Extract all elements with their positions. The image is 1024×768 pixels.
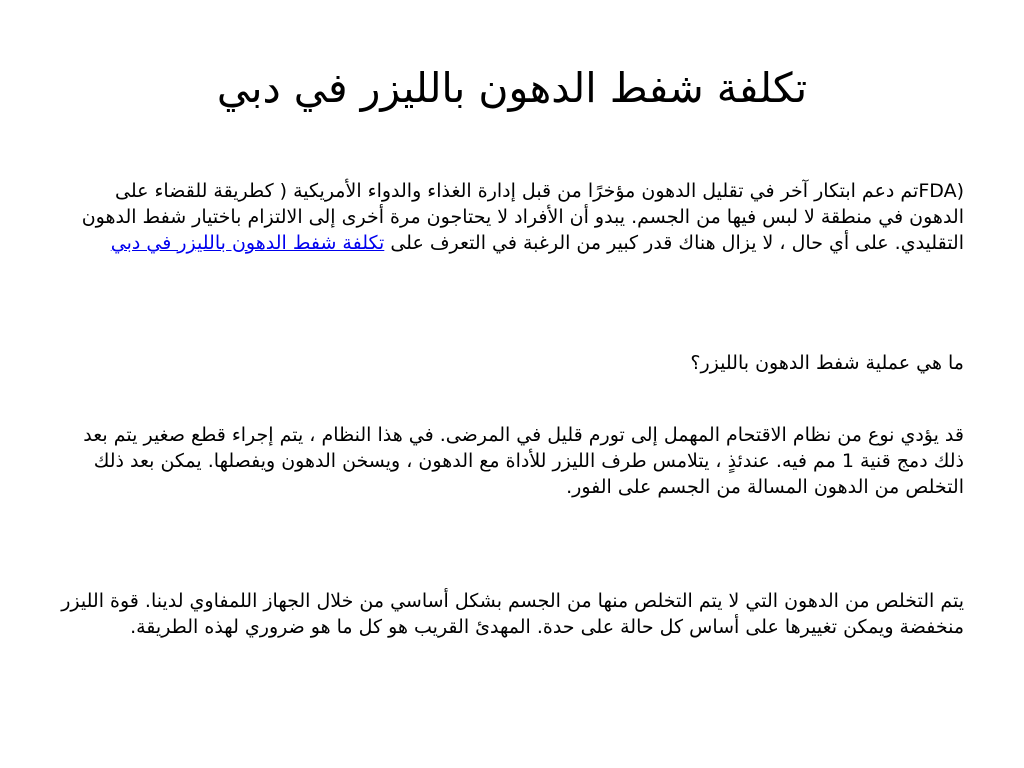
cost-link[interactable]: تكلفة شفط الدهون بالليزر في دبي <box>110 232 385 254</box>
paragraph-intro-text: (FDAتم دعم ابتكار آخر في تقليل الدهون مؤخرًا من قبل إدارة الغذاء والدواء الأمريكية ( كطريقة للقضاء على الدهون في منطقة لا لبس فيها من الجسم. يبدو أن الأفراد لا يحتاجون مرة أخرى إلى الالتزام باختيار شفط الدهون التقليدي. على أي حال ، لا يزال هناك قدر كبير من الرغبة في التعرف على <box>81 180 964 254</box>
slide-title: تكلفة شفط الدهون بالليزر في دبي <box>216 64 808 112</box>
paragraph-question: ما هي عملية شفط الدهون بالليزر؟ <box>690 352 964 374</box>
paragraph-intro <box>60 178 964 256</box>
paragraph-elimination: يتم التخلص من الدهون التي لا يتم التخلص منها من الجسم بشكل أساسي من خلال الجهاز اللمفاوي لدينا. قوة الليزر منخفضة ويمكن تغييرها على أساس كل حالة على حدة. المهدئ القريب هو كل ما هو ضروري لهذه الطريقة. <box>61 590 964 638</box>
paragraph-procedure: قد يؤدي نوع من نظام الاقتحام المهمل إلى تورم قليل في المرضى. في هذا النظام ، يتم إجراء قطع صغير يتم بعد ذلك دمج قنية 1 مم فيه. عندئذٍ ، يتلامس طرف الليزر للأداة مع الدهون ، ويسخن الدهون ويفصلها. يمكن بعد ذلك التخلص من الدهون المسالة من الجسم على الفور. <box>83 424 964 498</box>
